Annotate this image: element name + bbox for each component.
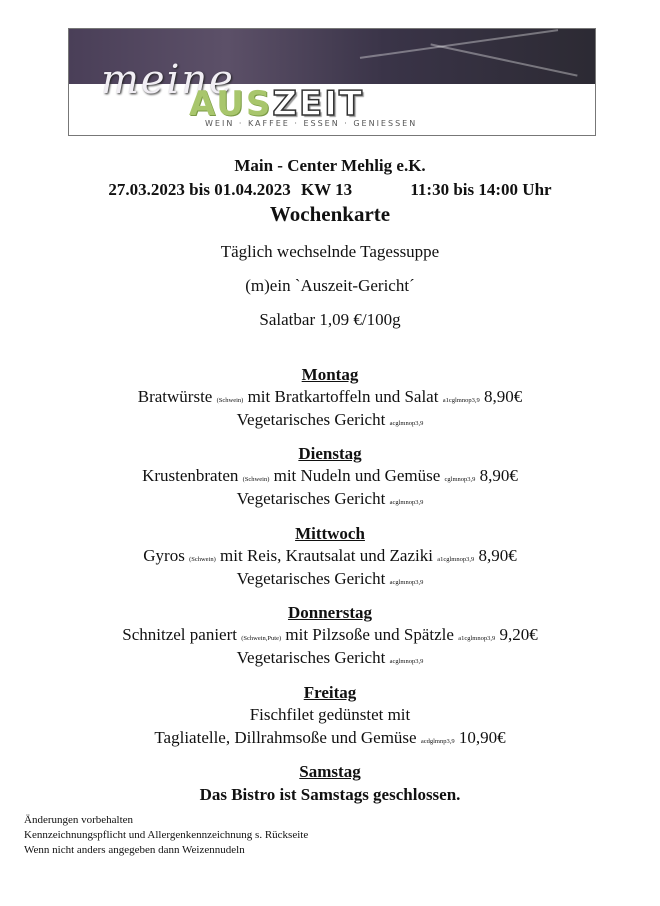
dish-line	[0, 728, 660, 748]
dish-side: mit Bratkartoffeln und Salat	[247, 387, 439, 406]
day-heading-donnerstag: Donnerstag	[287, 603, 373, 622]
week-info	[0, 180, 660, 200]
day-heading-samstag: Samstag	[299, 762, 361, 781]
dish-line	[0, 625, 660, 645]
allergen-codes: acglmnop3,9	[389, 579, 424, 586]
logo-banner	[68, 28, 596, 136]
price: 10,90€	[458, 728, 506, 747]
veg-line	[0, 489, 660, 509]
logo-brand-zeit: ZEIT	[272, 84, 365, 124]
salad-bar: Salatbar 1,09 €/100g	[259, 310, 401, 329]
day-heading-dienstag: Dienstag	[298, 444, 362, 463]
date-range: 27.03.2023 bis 01.04.2023	[108, 180, 291, 199]
closed-notice: Das Bistro ist Samstags geschlossen.	[199, 785, 461, 804]
page-title: Wochenkarte	[269, 202, 391, 226]
veg-line	[0, 569, 660, 589]
logo-script-text: meine	[101, 57, 235, 103]
price: 8,90€	[483, 387, 523, 406]
company-name: Main - Center Mehlig e.K.	[234, 156, 426, 175]
logo-streak	[430, 43, 577, 76]
calendar-week: KW 13	[300, 180, 353, 199]
allergen-codes: a1cglmnop3,9	[442, 397, 480, 404]
meat-note: (Schwein)	[189, 556, 216, 563]
price: 8,90€	[478, 546, 517, 565]
veg-dish: Vegetarisches Gericht	[236, 569, 386, 588]
dish-name: Bratwürste	[137, 387, 213, 406]
veg-dish: Vegetarisches Gericht	[236, 489, 386, 508]
daily-special: (m)ein `Auszeit-Gericht´	[245, 276, 415, 295]
veg-line	[0, 648, 660, 668]
dish-line: Fischfilet gedünstet mit	[249, 705, 411, 724]
veg-line	[0, 410, 660, 430]
allergen-codes: acglmnop3,9	[389, 420, 424, 427]
day-heading-montag: Montag	[301, 365, 359, 384]
allergen-codes: acglmnop3,9	[389, 658, 424, 665]
dish-side: mit Nudeln und Gemüse	[273, 466, 441, 485]
dish-side: mit Pilzsoße und Spätzle	[285, 625, 454, 644]
footer-line: Wenn nicht anders angegeben dann Weizennudeln	[24, 844, 245, 856]
veg-dish: Vegetarisches Gericht	[236, 648, 386, 667]
day-heading-freitag: Freitag	[303, 683, 357, 702]
dish-line	[0, 546, 660, 566]
dish-line	[0, 466, 660, 486]
allergen-codes: cglmnop3,9	[444, 476, 476, 483]
veg-dish: Vegetarisches Gericht	[236, 410, 386, 429]
meat-note: (Schwein)	[242, 476, 270, 483]
allergen-codes: a1cglmnop3,9	[437, 556, 475, 563]
meat-note: (Schwein,Pute)	[241, 635, 282, 642]
price: 8,90€	[479, 466, 518, 485]
logo-tagline: WEIN · KAFFEE · ESSEN · GENIESSEN	[205, 119, 418, 128]
logo-brand-aus: AUS	[189, 84, 273, 124]
footer-notes	[24, 813, 308, 858]
allergen-codes: a1cglmnop3,9	[458, 635, 496, 642]
allergen-codes: acdglmnp3,9	[420, 738, 455, 745]
price: 9,20€	[499, 625, 538, 644]
footer-line: Änderungen vorbehalten	[24, 814, 134, 826]
dish-name: Schnitzel paniert	[122, 625, 237, 644]
footer-line: Kennzeichnungspflicht und Allergenkennzeichnung s. Rückseite	[24, 829, 309, 841]
dish-side: mit Reis, Krautsalat und Zaziki	[220, 546, 433, 565]
dish-name: Krustenbraten	[142, 466, 239, 485]
day-heading-mittwoch: Mittwoch	[295, 524, 365, 543]
dish-name: Gyros	[143, 546, 185, 565]
daily-soup: Täglich wechselnde Tagessuppe	[220, 242, 440, 261]
dish-side: Tagliatelle, Dillrahmsoße und Gemüse	[154, 728, 417, 747]
logo-streak	[360, 29, 558, 59]
dish-line	[0, 387, 660, 407]
meat-note: (Schwein)	[216, 397, 244, 404]
opening-hours: 11:30 bis 14:00 Uhr	[410, 180, 552, 199]
allergen-codes: acglmnop3,9	[389, 499, 424, 506]
logo-brand	[189, 84, 365, 124]
